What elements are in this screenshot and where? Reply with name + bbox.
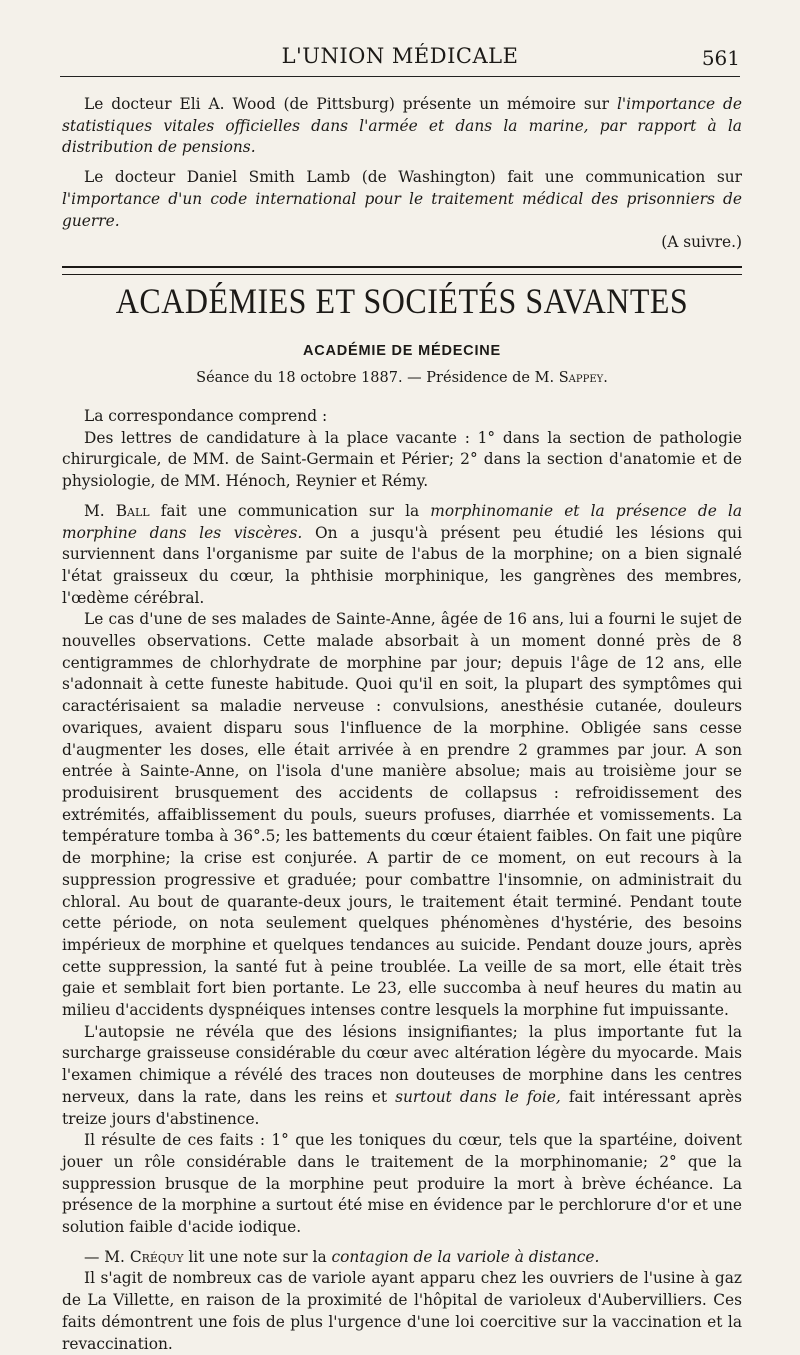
crequy-paragraph	[62, 1247, 742, 1269]
variole-paragraph: Il s'agit de nombreux cas de variole ayant apparu chez les ouvriers de l'usine à gaz de La Villette, en raison de la proximité de l'hôpital de varioleux d'Aubervilliers. Ces faits démontrent une fois de plus l'urgence d'une loi coercitive sur la vaccination et la revaccination.	[62, 1269, 742, 1353]
session-date: Séance du 18 octobre 1887. — Présidence de M.	[196, 370, 559, 387]
suivre-text: (A suivre.)	[661, 233, 742, 252]
ball-paragraph	[62, 501, 742, 610]
case-paragraph: Le cas d'une de ses malades de Sainte-Anne, âgée de 16 ans, lui a fourni le sujet de nouvelles observations. Cette malade absorbait à un moment donné près de 8 centigrammes de chlorhydrate de morphine par jour; depuis l'âge de 12 ans, elle s'adonnait à cette funeste habitude. Quoi qu'il en soit, la plupart des symptômes qui caractérisaient sa maladie nerveuse : convulsions, anesthésie cutanée, douleurs ovariques, avaient disparu sous l'influence de la morphine. Obligée sans cesse d'augmenter les doses, elle était arrivée à en prendre 2 grammes par jour. A son entrée à Sainte-Anne, on l'isola d'une manière absolue; mais au troisième jour se produisirent brusquement des accidents de collapsus : refroidissement des extrémités, affaiblissement du pouls, sueurs profuses, diarrhée et vomissements. La température tomba à 36°.5; les battements du cœur étaient faibles. On fait une piqûre de morphine; la crise est conjurée. A partir de ce moment, on eut recours à la suppression progressive et graduée; pour combattre l'insomnie, on administrait du chloral. Au bout de quarante-deux jours, le traitement était terminé. Pendant toute cette période, on nota seulement quelques phénomènes d'hystérie, des besoins impérieux de morphine et quelques tendances au suicide. Pendant douze jours, après cette suppression, la santé fut à peine troublée. La veille de sa mort, elle était très gaie et semblait fort bien portante. Le 23, elle succomba à neuf heures du matin au milieu d'accidents dyspnéiques intenses contre lesquels la morphine fut impuissante.	[62, 610, 742, 1020]
ball-prefix: M.	[84, 501, 116, 520]
autopsy-text: L'autopsie ne révéla que des lésions insignifiantes; la plus importante fut la surcharge graisseuse considérable du cœur avec altération légère du myocarde. Mais l'examen chimique a révélé des traces non douteuses de morphine dans les centres nerveux, dans la rate, dans les reins et	[62, 1022, 742, 1106]
page-number: 561	[701, 46, 740, 70]
academy-subtitle: ACADÉMIE DE MÉDECINE	[302, 342, 502, 359]
correspondence-paragraph: La correspondance comprend :	[84, 407, 328, 426]
wood-text: Le docteur Eli A. Wood (de Pittsburg) présente un mémoire sur	[84, 95, 617, 113]
conclusion-paragraph: Il résulte de ces faits : 1° que les toniques du cœur, tels que la spartéine, doivent jouer un rôle considérable dans le traitement de la morphinomanie; 2° que la suppression brusque de la morphine peut produire la mort à brève échéance. La présence de la morphine a surtout été mise en évidence par le perchlorure d'or et une solution faible d'acide iodique.	[62, 1131, 742, 1237]
president-name: Sappey	[558, 370, 604, 387]
autopsy-end: fait intéressant après treize jours d'abstinence.	[62, 1087, 742, 1128]
article-body	[62, 94, 742, 1355]
section-divider	[62, 266, 742, 275]
candidature-paragraph: Des lettres de candidature à la place vacante : 1° dans la section de pathologie chirurgicale, de MM. de Saint-Germain et Périer; 2° dans la section d'anatomie et de physiologie, de MM. Hénoch, Reynier et Rémy.	[62, 428, 742, 491]
wood-title: l'importance de statistiques vitales officielles dans l'armée et dans la marine, par rapport à la distribution de pensions.	[62, 95, 742, 157]
ball-text: fait une communication sur la	[149, 501, 431, 520]
crequy-text: lit une note sur la	[183, 1247, 332, 1266]
lamb-paragraph	[62, 167, 742, 232]
journal-title: L'UNION MÉDICALE	[281, 44, 519, 68]
crequy-topic: contagion de la variole à distance.	[331, 1247, 600, 1266]
wood-paragraph	[62, 94, 742, 159]
autopsy-emphasis: surtout dans le foie,	[395, 1087, 561, 1106]
lamb-text: Le docteur Daniel Smith Lamb (de Washington) fait une communication sur	[84, 168, 742, 187]
header-rule	[60, 76, 740, 77]
ball-name: Ball	[115, 501, 150, 520]
session-line	[62, 368, 742, 390]
ball-body: On a jusqu'à présent peu étudié les lésions qui surviennent dans l'organisme par suite de l'abus de la morphine; on a bien signalé l'état graisseux du cœur, la phthisie morphinique, les gangrènes des membres, l'œdème cérébral.	[62, 523, 742, 607]
autopsy-paragraph	[62, 1022, 742, 1131]
page-header	[60, 44, 740, 78]
lamb-title: l'importance d'un code international pour le traitement médical des prisonniers de guerre.	[62, 189, 742, 230]
section-title: ACADÉMIES ET SOCIÉTÉS SAVANTES	[115, 280, 689, 321]
crequy-prefix: — M.	[84, 1247, 130, 1266]
session-end: .	[603, 370, 608, 387]
to-be-continued	[62, 232, 742, 254]
crequy-name: Créquy	[129, 1247, 184, 1266]
ball-topic: morphinomanie et la présence de la morphine dans les viscères.	[62, 501, 742, 542]
